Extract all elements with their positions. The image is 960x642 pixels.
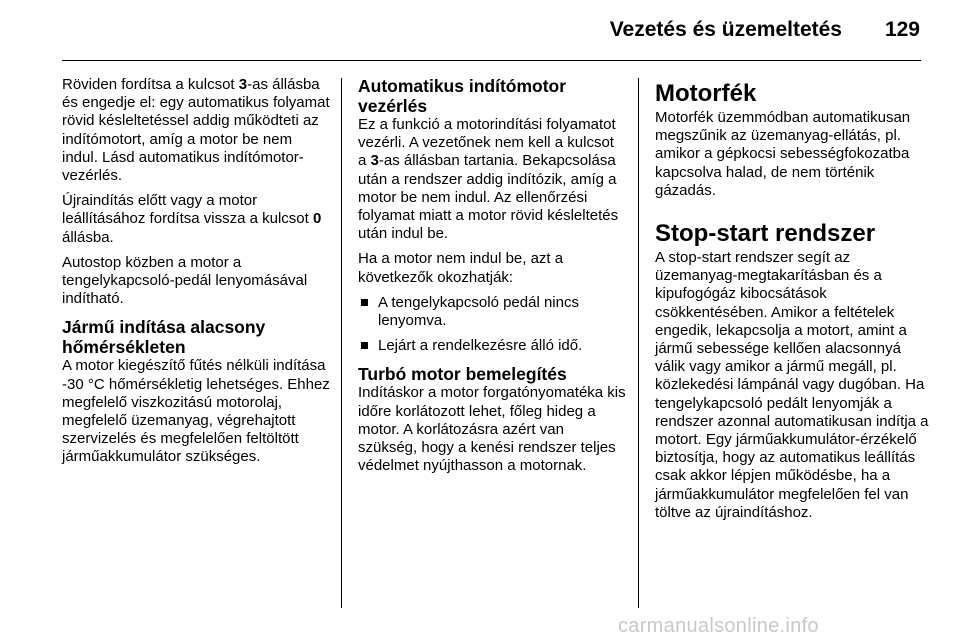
heading-turbo-warmup: Turbó motor bemelegítés <box>358 364 567 385</box>
column-divider-1 <box>341 78 342 608</box>
watermark: carmanualsonline.info <box>618 615 819 637</box>
bullet-square-icon <box>361 342 368 349</box>
paragraph-key-restart: Újraindítás előtt vagy a motor leállításához fordítsa vissza a kulcsot 0 állásba. <box>62 192 322 246</box>
cause-list <box>358 294 626 356</box>
paragraph-auto-starter: Ez a funkció a motorindítási folyamatot vezérli. A vezetőnek nem kell a kulcsot a 3-as állásban tartania. Bekapcsolása után a rendszer addig indítózik, amíg a motor be nem indul. Az ellenőrzési folyamat miatt a motor rövid késleltetés után indul be. <box>358 116 619 243</box>
paragraph-autostop: Autostop közben a motor a tengelykapcsoló-pedál lenyomásával indítható. <box>62 253 308 308</box>
page-header <box>0 0 960 62</box>
list-item: A tengelykapcsoló pedál nincs lenyomva. <box>358 294 626 330</box>
heading-engine-brake: Motorfék <box>655 80 757 107</box>
page-number: 129 <box>884 18 920 41</box>
list-item: Lejárt a rendelkezésre álló idő. <box>358 337 626 355</box>
header-divider <box>62 60 921 61</box>
page-title: Vezetés és üzemeltetés <box>609 18 842 41</box>
column-3 <box>655 80 930 529</box>
paragraph-cold-start: A motor kiegészítő fűtés nélküli indítása -30 °C hőmérsékletig lehetséges. Ehhez megfelelő viszkozitású motorolaj, megfelelő üzemanyag, végrehajtott szervizelés és megfelelően feltöltött járműakkumulátor szükséges. <box>62 357 330 466</box>
heading-stop-start: Stop-start rendszer <box>655 220 876 248</box>
paragraph-no-start: Ha a motor nem indul be, azt a következők okozhatják: <box>358 250 564 286</box>
paragraph-turbo-warmup: Indításkor a motor forgatónyomatéka kis időre korlátozott lehet, főleg hideg a motor. A korlátozásra azért van szükség, hogy a kenési rendszer teljes védelmet nyújthasson a motornak. <box>358 384 626 475</box>
paragraph-key-start: Röviden fordítsa a kulcsot 3-as állásba és engedje el: egy automatikus folyamat rövid késleltetéssel addig működteti az indítómotort, amíg a motor be nem indul. Lásd automatikus indítómotor-vezérlés. <box>62 76 330 185</box>
paragraph-stop-start: A stop-start rendszer segít az üzemanyag-megtakarításban és a kipufogógáz kibocsátások csökkentésében. Amikor a feltételek engedik, lekapcsolja a motort, amint a jármű sebessége kellően alacsonnyá válik vagy amikor a jármű megáll, pl. közlekedési lámpánál vagy dugóban. Ha tengelykapcsoló pedált lenyomják a rendszer azonnal automatikusan indítja a motort. Egy járműakkumulátor-érzékelő biztosítja, hogy az automatikus leállítás csak akkor lépjen működésbe, ha a járműakkumulátor megfelelően fel van töltve az újraindításhoz. <box>655 249 929 521</box>
column-2 <box>358 76 626 482</box>
column-divider-2 <box>638 78 639 608</box>
paragraph-engine-brake: Motorfék üzemmódban automatikusan megszűnik az üzemanyag-ellátás, pl. amikor a gépkocsi sebességfokozatba kapcsolva halad, de nem történik gázadás. <box>655 109 911 199</box>
column-1 <box>62 76 330 474</box>
heading-auto-starter: Automatikus indítómotor vezérlés <box>358 76 567 116</box>
heading-cold-start: Jármű indítása alacsony hőmérsékleten <box>62 317 266 358</box>
bullet-square-icon <box>361 299 368 306</box>
